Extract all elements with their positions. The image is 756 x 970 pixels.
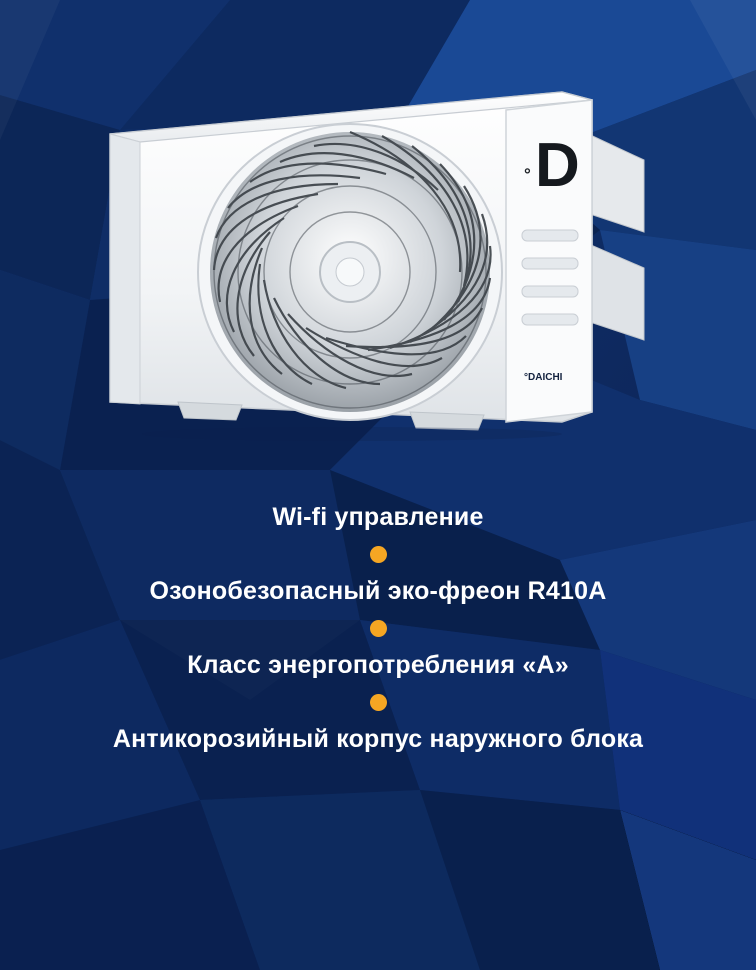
separator-dot-3 xyxy=(0,680,756,724)
feature-item-1: Wi-fi управление xyxy=(272,503,484,531)
dot-icon xyxy=(370,694,387,711)
feature-item-2: Озонобезопасный эко-фреон R410A xyxy=(149,577,607,605)
air-conditioner-outdoor-unit xyxy=(92,82,652,442)
feature-list xyxy=(0,480,756,754)
separator-dot-1 xyxy=(0,532,756,576)
dot-icon xyxy=(370,546,387,563)
feature-item-4: Антикорозийный корпус наружного блока xyxy=(112,725,644,753)
product-image xyxy=(0,60,756,460)
feature-item-3: Класс энергопотребления «А» xyxy=(187,651,569,679)
brand-logo-d: D xyxy=(535,131,580,200)
dot-icon xyxy=(370,620,387,637)
brand-logo-degree: ° xyxy=(524,165,531,184)
separator-dot-2 xyxy=(0,606,756,650)
brand-wordmark: °DAICHI xyxy=(524,372,563,383)
